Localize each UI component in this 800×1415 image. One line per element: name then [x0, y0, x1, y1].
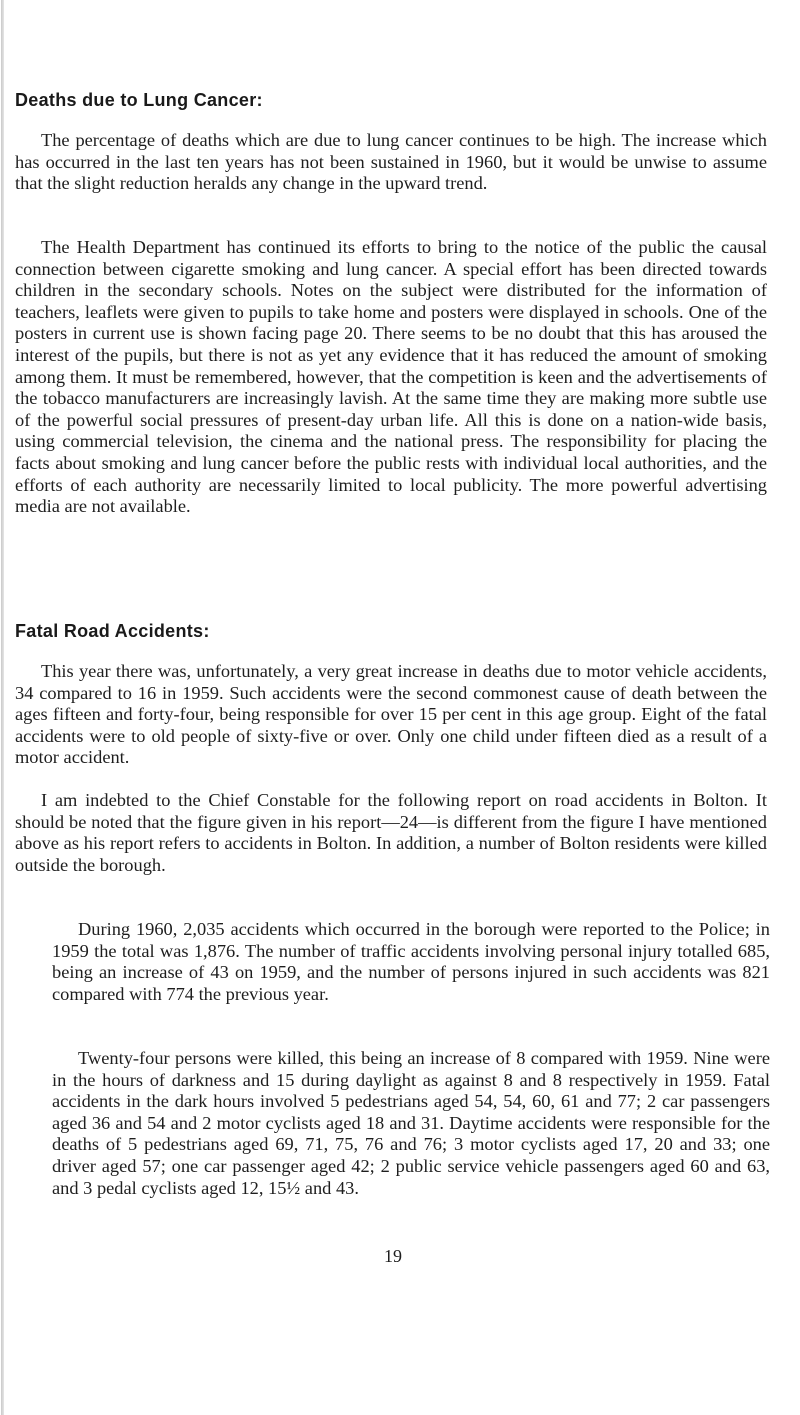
paragraph-lung-cancer-trend: The percentage of deaths which are due to lung cancer continues to be high. The increase which has occurred in the last ten years has not been sustained in 1960, but it would be unwise to assume that the slight reduction heralds any change in the upward trend.: [15, 130, 767, 194]
page-number: 19: [384, 1246, 402, 1266]
heading-fatal-road-accidents: Fatal Road Accidents:: [15, 621, 210, 641]
heading-lung-cancer: Deaths due to Lung Cancer:: [15, 90, 263, 110]
paragraph-chief-constable-note: I am indebted to the Chief Constable for the following report on road accidents in Bolton. It should be noted that the figure given in his report—24—is different from the figure I have mentioned above as his report refers to accidents in Bolton. In addition, a number of Bolton residents were killed outside the borough.: [15, 790, 767, 875]
paragraph-motor-vehicle-deaths: This year there was, unfortunately, a very great increase in deaths due to motor vehicle accidents, 34 compared to 16 in 1959. Such accidents were the second commonest cause of death between the ages fifteen and forty-four, being responsible for over 15 per cent in this age group. Eight of the fatal accidents were to old people of sixty-five or over. Only one child under fifteen died as a result of a motor accident.: [15, 661, 767, 768]
paragraph-fatalities-detail: Twenty-four persons were killed, this being an increase of 8 compared with 1959. Nine were in the hours of darkness and 15 during daylight as against 8 and 8 respectively in 1959. Fatal accidents in the dark hours involved 5 pedestrians aged 54, 54, 60, 61 and 77; 2 car passengers aged 36 and 54 and 2 motor cyclists aged 18 and 31. Daytime accidents were responsible for the deaths of 5 pedestrians aged 69, 71, 75, 76 and 76; 3 motor cyclists aged 17, 20 and 33; one driver aged 57; one car passenger aged 42; 2 public service vehicle passengers aged 60 and 63, and 3 pedal cyclists aged 12, 15½ and 43.: [52, 1048, 770, 1198]
paragraph-health-department-efforts: The Health Department has continued its efforts to bring to the notice of the public the causal connection between cigarette smoking and lung cancer. A special effort has been directed towards children in the secondary schools. Notes on the subject were distributed for the information of teachers, leaflets were given to pupils to take home and posters were displayed in schools. One of the posters in current use is shown facing page 20. There seems to be no doubt that this has aroused the interest of the pupils, but there is not as yet any evidence that it has reduced the amount of smoking among them. It must be remembered, however, that the competition is keen and the advertisements of the tobacco manufacturers are increasingly lavish. At the same time they are making more subtle use of the powerful social pressures of present-day urban life. All this is done on a nation-wide basis, using commercial television, the cinema and the national press. The responsibility for placing the facts about smoking and lung cancer before the public rests with individual local authorities, and the efforts of each authority are necessarily limited to local publicity. The more powerful advertising media are not available.: [15, 237, 767, 517]
paragraph-accident-totals: During 1960, 2,035 accidents which occurred in the borough were reported to the Police; in 1959 the total was 1,876. The number of traffic accidents involving personal injury totalled 685, being an increase of 43 on 1959, and the number of persons injured in such accidents was 821 compared with 774 the previous year.: [52, 919, 770, 1004]
